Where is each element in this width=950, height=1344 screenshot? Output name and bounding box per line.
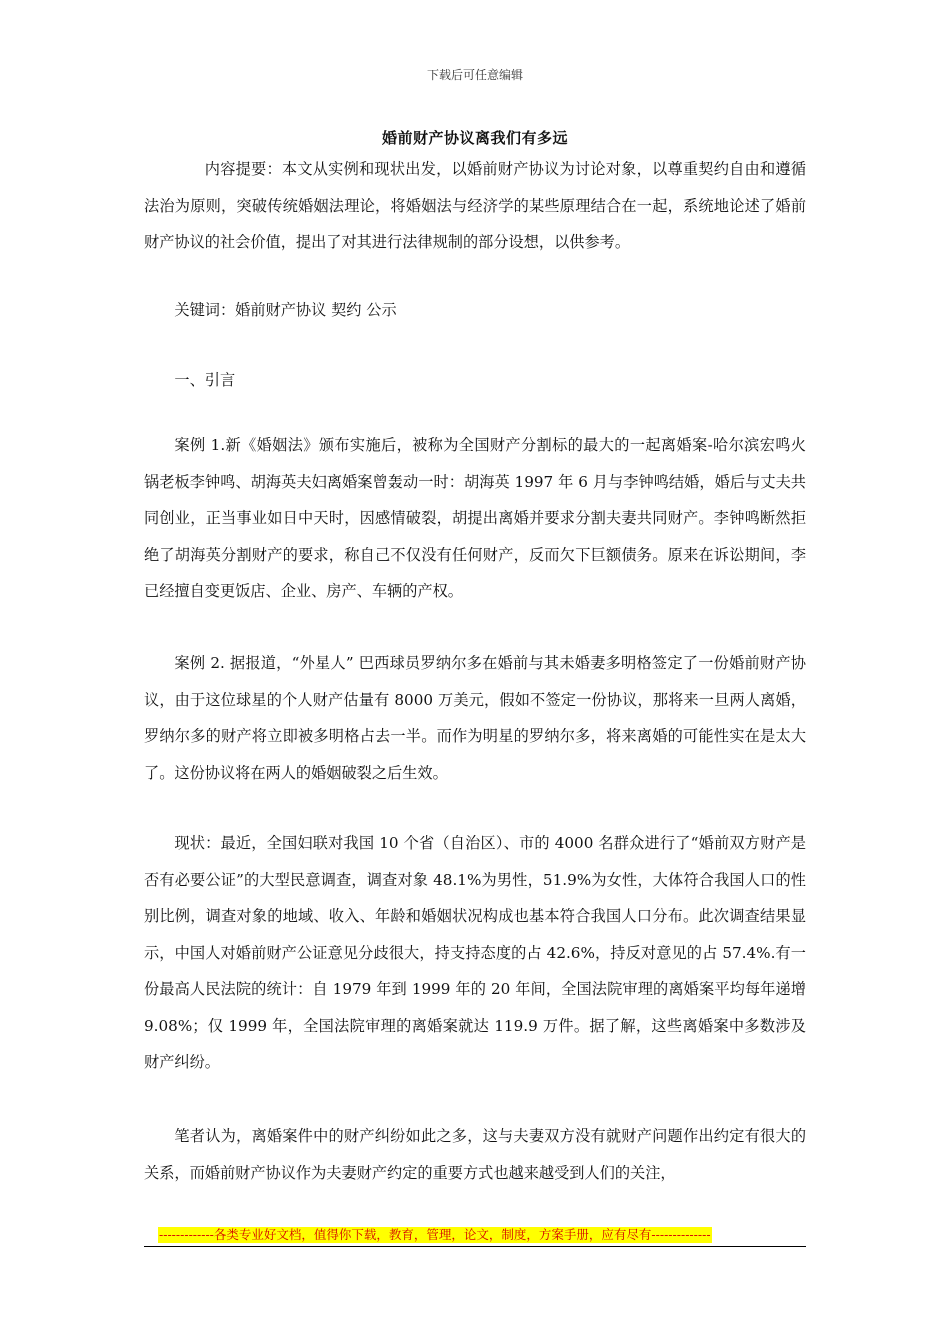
- case-1-paragraph: 案例 1.新《婚姻法》颁布实施后，被称为全国财产分割标的最大的一起离婚案-哈尔滨宏鸣火锅老板李钟鸣、胡海英夫妇离婚案曾轰动一时：胡海英 1997 年 6 月与李钟鸣结婚，婚后与丈夫共同创业，正当事业如日中天时，因感情破裂，胡提出离婚并要求分割夫妻共同财产。李钟鸣断然拒绝了胡海英分割财产的要求，称自己不仅没有任何财产，反而欠下巨额债务。原来在诉讼期间，李已经擅自变更饭店、企业、房产、车辆的产权。: [144, 436, 806, 600]
- case-2-paragraph: 案例 2. 据报道，“外星人” 巴西球员罗纳尔多在婚前与其未婚妻多明格签定了一份婚前财产协议，由于这位球星的个人财产估量有 8000 万美元，假如不签定一份协议，那将来一旦两人离婚，罗纳尔多的财产将立即被多明格占去一半。而作为明星的罗纳尔多，将来离婚的可能性实在是太大了。这份协议将在两人的婚姻破裂之后生效。: [144, 654, 806, 782]
- status-paragraph: 现状：最近，全国妇联对我国 10 个省（自治区）、市的 4000 名群众进行了“婚前双方财产是否有必要公证”的大型民意调查，调查对象 48.1%为男性，51.9%为女性，大体符合我国人口的性别比例，调查对象的地域、收入、年龄和婚姻状况构成也基本符合我国人口分布。此次调查结果显示，中国人对婚前财产公证意见分歧很大，持支持态度的占 42.6%，持反对意见的占 57.4%.有一份最高人民法院的统计：自 1979 年到 1999 年的 20 年间，全国法院审理的离婚案平均每年递增 9.08%；仅 1999 年，全国法院审理的离婚案就达 119.9 万件。据了解，这些离婚案中多数涉及财产纠纷。: [144, 834, 806, 1071]
- document-title: 婚前财产协议离我们有多远: [381, 129, 568, 147]
- abstract-paragraph: 内容提要：本文从实例和现状出发，以婚前财产协议为讨论对象，以尊重契约自由和遵循法治为原则，突破传统婚姻法理论，将婚姻法与经济学的某些原理结合在一起，系统地论述了婚前财产协议的社会价值，提出了对其进行法律规制的部分设想，以供参考。: [144, 160, 806, 251]
- header-note: 下载后可任意编辑: [426, 68, 523, 82]
- keywords-paragraph: 关键词：婚前财产协议 契约 公示: [174, 301, 397, 319]
- footer-banner: -------------各类专业好文档，值得你下载，教育，管理，论文，制度，方案手册，应有尽有--------------: [159, 1227, 711, 1242]
- opinion-paragraph: 笔者认为，离婚案件中的财产纠纷如此之多，这与夫妻双方没有就财产问题作出约定有很大的关系，而婚前财产协议作为夫妻财产约定的重要方式也越来越受到人们的关注，: [144, 1127, 806, 1182]
- footer-divider: [144, 1246, 806, 1247]
- section-heading: 一、引言: [174, 371, 236, 389]
